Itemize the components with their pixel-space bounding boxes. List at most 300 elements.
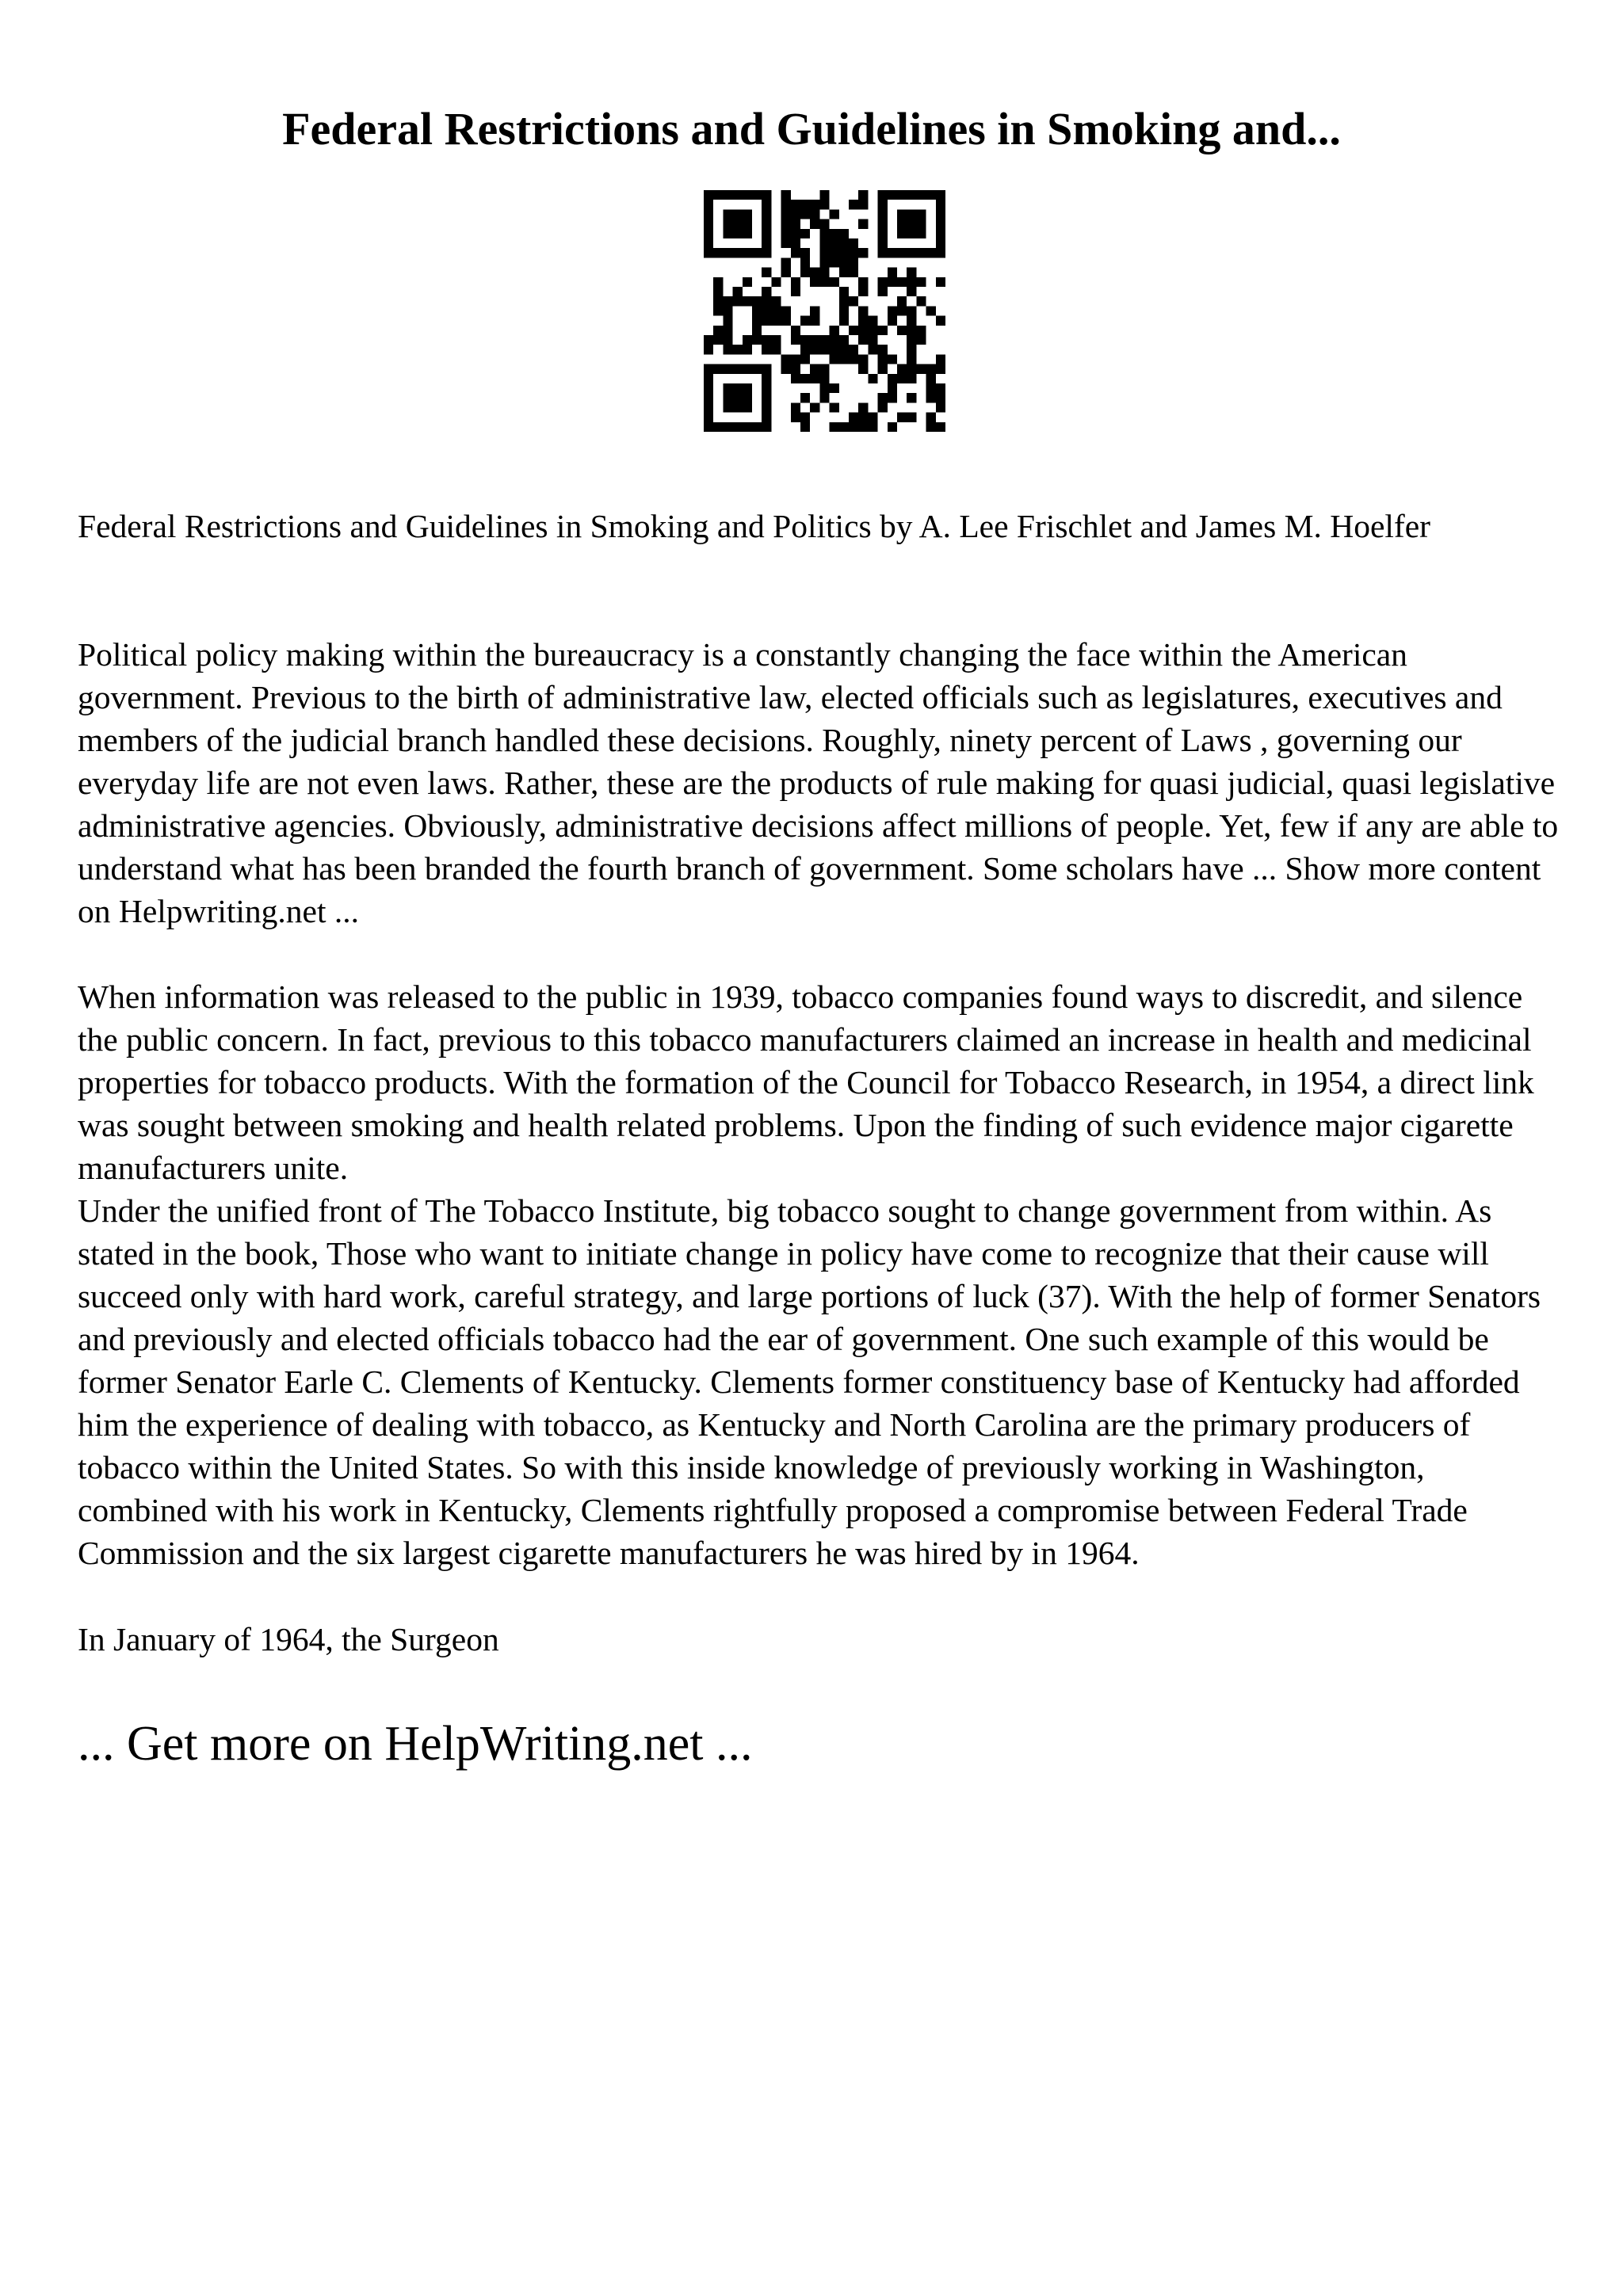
qr-module (936, 200, 945, 209)
qr-module (888, 374, 897, 383)
qr-module (926, 248, 936, 257)
qr-module (762, 190, 771, 200)
qr-module (858, 287, 868, 296)
qr-module (733, 287, 743, 296)
qr-module (897, 306, 907, 315)
paragraph-1: Political policy making within the bureaucracy is a constantly changing the face within the American government. Previous to the birth of administrative law, elected officials such as legislatures, executives and members of the judicial branch handled these decisions. Roughly, ninety percent of Laws , governing our everyday life are not even laws. Rather, these are the products of rule making for quasi judicial, quasi legislative administrative agencies. Obviously, administrative decisions affect millions of people. Yet, few if any are able to understand what has been branded the fourth branch of government. Some scholars have ... Show more content on Helpwriting.net ... (78, 636, 1559, 929)
qr-module (839, 316, 849, 326)
qr-module (878, 219, 888, 229)
qr-module (897, 219, 907, 229)
qr-module (849, 354, 858, 364)
qr-module (916, 248, 926, 257)
qr-module (897, 326, 907, 335)
qr-module (916, 277, 926, 287)
qr-module (878, 277, 888, 287)
qr-module (916, 296, 926, 306)
qr-module (936, 190, 945, 200)
qr-module (830, 402, 839, 412)
qr-module (916, 335, 926, 345)
qr-module (723, 345, 732, 354)
qr-module (752, 422, 762, 432)
qr-module (733, 190, 743, 200)
qr-module (936, 383, 945, 393)
qr-module (819, 229, 829, 238)
qr-module (800, 422, 810, 432)
qr-module (810, 200, 819, 209)
qr-module (791, 229, 800, 238)
qr-module (936, 209, 945, 219)
qr-module (762, 402, 771, 412)
qr-module (781, 229, 791, 238)
qr-code-icon (704, 190, 945, 432)
qr-module (868, 335, 877, 345)
qr-module (733, 345, 743, 354)
qr-module (752, 335, 762, 345)
qr-module (868, 316, 877, 326)
qr-module (723, 296, 732, 306)
qr-module (926, 374, 936, 383)
qr-module (916, 364, 926, 374)
qr-module (791, 277, 800, 287)
qr-module (858, 219, 868, 229)
qr-module (907, 345, 916, 354)
qr-module (819, 393, 829, 402)
qr-module (810, 345, 819, 354)
qr-module (849, 345, 858, 354)
qr-module (762, 335, 771, 345)
qr-module (733, 364, 743, 374)
qr-module (810, 268, 819, 277)
qr-module (723, 209, 732, 219)
qr-module (743, 219, 752, 229)
qr-module (839, 296, 849, 306)
qr-module (723, 306, 732, 315)
qr-module (907, 393, 916, 402)
qr-module (810, 306, 819, 315)
qr-module (752, 296, 762, 306)
qr-module (839, 238, 849, 248)
qr-module (907, 277, 916, 287)
qr-module (878, 326, 888, 335)
qr-module (713, 287, 723, 296)
qr-module (819, 345, 829, 354)
qr-module (704, 248, 713, 257)
qr-module (733, 422, 743, 432)
qr-module (800, 248, 810, 257)
qr-module (713, 422, 723, 432)
qr-module (762, 248, 771, 257)
qr-module (849, 200, 858, 209)
qr-module (762, 364, 771, 374)
qr-module (704, 374, 713, 383)
qr-module (743, 364, 752, 374)
qr-module (713, 296, 723, 306)
get-more-link[interactable]: ... Get more on HelpWriting.net ... (78, 1717, 753, 1771)
qr-module (830, 277, 839, 287)
qr-module (800, 229, 810, 238)
qr-module (781, 190, 791, 200)
qr-module (762, 383, 771, 393)
qr-module (936, 229, 945, 238)
qr-module (810, 209, 819, 219)
qr-module (733, 209, 743, 219)
qr-module (733, 296, 743, 306)
qr-module (907, 413, 916, 422)
qr-module (868, 422, 877, 432)
qr-module (713, 326, 723, 335)
qr-module (858, 200, 868, 209)
qr-module (830, 422, 839, 432)
qr-module (819, 238, 829, 248)
qr-module (762, 200, 771, 209)
qr-module (791, 413, 800, 422)
qr-module (791, 219, 800, 229)
qr-module (752, 316, 762, 326)
qr-module (858, 364, 868, 374)
qr-module (819, 200, 829, 209)
qr-module (781, 354, 791, 364)
qr-module (791, 364, 800, 374)
qr-module (762, 229, 771, 238)
qr-module (771, 277, 781, 287)
qr-module (830, 354, 839, 364)
qr-module (743, 209, 752, 219)
qr-module (800, 200, 810, 209)
qr-module (897, 248, 907, 257)
qr-module (878, 345, 888, 354)
qr-module (897, 190, 907, 200)
qr-module (723, 190, 732, 200)
qr-module (936, 354, 945, 364)
qr-module (743, 296, 752, 306)
qr-module (858, 277, 868, 287)
qr-module (771, 316, 781, 326)
qr-module (723, 219, 732, 229)
qr-module (800, 257, 810, 267)
qr-module (878, 364, 888, 374)
qr-module (868, 374, 877, 383)
qr-module (849, 248, 858, 257)
qr-module (916, 190, 926, 200)
qr-module (926, 306, 936, 315)
qr-module (800, 209, 810, 219)
qr-module (704, 229, 713, 238)
qr-module (907, 229, 916, 238)
document-title: Federal Restrictions and Guidelines in Smoking and... (282, 103, 1341, 154)
qr-module (752, 326, 762, 335)
qr-module (830, 326, 839, 335)
qr-module (781, 219, 791, 229)
qr-module (936, 238, 945, 248)
qr-module (791, 248, 800, 257)
qr-module (762, 422, 771, 432)
qr-module (800, 393, 810, 402)
qr-module (791, 238, 800, 248)
qr-module (723, 335, 732, 345)
qr-module (800, 374, 810, 383)
qr-module (800, 345, 810, 354)
qr-module (907, 209, 916, 219)
qr-module (849, 296, 858, 306)
document-byline: Federal Restrictions and Guidelines in Smoking and Politics by A. Lee Frischlet and James M. Hoelfer (78, 508, 1430, 544)
qr-module (743, 277, 752, 287)
qr-module (733, 219, 743, 229)
qr-module (762, 316, 771, 326)
qr-module (713, 306, 723, 315)
qr-module (723, 402, 732, 412)
qr-module (878, 354, 888, 364)
qr-module (897, 296, 907, 306)
qr-module (839, 335, 849, 345)
qr-module (907, 306, 916, 315)
qr-module (810, 277, 819, 287)
qr-module (800, 354, 810, 364)
qr-module (752, 306, 762, 315)
paragraph-2: When information was released to the public in 1939, tobacco companies found ways to discredit, and silence the public concern. In fact, previous to this tobacco manufacturers claimed an increase in health and medicinal properties for tobacco products. With the formation of the Council for Tobacco Research, in 1954, a direct link was sought between smoking and health related problems. Upon the finding of such evidence major cigarette manufacturers unite. (78, 978, 1534, 1186)
qr-module (743, 248, 752, 257)
qr-module (926, 190, 936, 200)
qr-module (810, 364, 819, 374)
qr-module (781, 306, 791, 315)
qr-module (723, 393, 732, 402)
qr-module (762, 393, 771, 402)
qr-module (723, 422, 732, 432)
qr-module (743, 345, 752, 354)
qr-module (926, 413, 936, 422)
qr-module (839, 229, 849, 238)
qr-module (858, 335, 868, 345)
qr-module (907, 354, 916, 364)
qr-module (733, 383, 743, 393)
qr-module (907, 335, 916, 345)
qr-module (810, 374, 819, 383)
qr-module (849, 422, 858, 432)
qr-module (733, 393, 743, 402)
qr-module (858, 190, 868, 200)
qr-module (907, 190, 916, 200)
qr-module (781, 238, 791, 248)
qr-module (839, 345, 849, 354)
qr-module (897, 364, 907, 374)
qr-module (916, 326, 926, 335)
qr-module (830, 229, 839, 238)
paragraph-4: In January of 1964, the Surgeon (78, 1621, 499, 1657)
qr-module (800, 268, 810, 277)
qr-module (704, 413, 713, 422)
qr-module (858, 306, 868, 315)
qr-module (810, 316, 819, 326)
qr-module (704, 383, 713, 393)
qr-module (907, 374, 916, 383)
qr-module (819, 277, 829, 287)
qr-module (819, 364, 829, 374)
qr-module (830, 383, 839, 393)
qr-module (771, 335, 781, 345)
qr-module (878, 402, 888, 412)
qr-module (791, 209, 800, 219)
qr-module (704, 190, 713, 200)
qr-module (878, 238, 888, 248)
qr-module (819, 335, 829, 345)
qr-module (830, 257, 839, 267)
qr-module (819, 268, 829, 277)
qr-module (907, 287, 916, 296)
qr-module (752, 248, 762, 257)
qr-module (713, 277, 723, 287)
qr-module (713, 364, 723, 374)
qr-module (819, 190, 829, 200)
qr-module (723, 383, 732, 393)
qr-module (781, 316, 791, 326)
qr-module (916, 219, 926, 229)
qr-module (704, 219, 713, 229)
qr-module (743, 190, 752, 200)
qr-module (839, 248, 849, 257)
qr-module (791, 287, 800, 296)
qr-module (916, 209, 926, 219)
qr-module (733, 229, 743, 238)
qr-module (713, 190, 723, 200)
qr-module (819, 374, 829, 383)
qr-module (858, 316, 868, 326)
qr-module (830, 209, 839, 219)
qr-module (839, 257, 849, 267)
qr-module (849, 257, 858, 267)
qr-module (888, 190, 897, 200)
qr-module (888, 383, 897, 393)
qr-module (849, 413, 858, 422)
qr-module (704, 422, 713, 432)
qr-module (800, 335, 810, 345)
qr-module (762, 209, 771, 219)
qr-module (888, 316, 897, 326)
qr-module (888, 306, 897, 315)
qr-module (878, 287, 888, 296)
qr-module (762, 296, 771, 306)
qr-module (781, 268, 791, 277)
qr-module (858, 422, 868, 432)
qr-module (897, 277, 907, 287)
qr-module (723, 316, 732, 326)
qr-module (868, 413, 877, 422)
qr-module (704, 238, 713, 248)
qr-module (888, 268, 897, 277)
qr-module (791, 335, 800, 345)
qr-module (743, 335, 752, 345)
qr-module (819, 219, 829, 229)
qr-module (830, 248, 839, 257)
qr-module (936, 248, 945, 257)
paragraph-3: Under the unified front of The Tobacco Institute, big tobacco sought to change government from within. As stated in the book, Those who want to initiate change in policy have come to recognize that their cause will succeed only with hard work, careful strategy, and large portions of luck (37). With the help of former Senators and previously and elected officials tobacco had the ear of government. One such example of this would be former Senator Earle C. Clements of Kentucky. Clements former constituency base of Kentucky had afforded him the experience of dealing with tobacco, as Kentucky and North Carolina are the primary producers of tobacco within the United States. So with this inside knowledge of previously working in Washington, combined with his work in Kentucky, Clements rightfully proposed a compromise between Federal Trade Commission and the six largest cigarette manufacturers he was hired by in 1964. (78, 1192, 1541, 1571)
qr-module (810, 402, 819, 412)
qr-module (839, 268, 849, 277)
qr-module (743, 229, 752, 238)
qr-module (743, 383, 752, 393)
qr-module (713, 335, 723, 345)
qr-module (762, 219, 771, 229)
qr-module (810, 219, 819, 229)
qr-module (936, 277, 945, 287)
qr-module (762, 287, 771, 296)
qr-module (907, 248, 916, 257)
qr-module (791, 326, 800, 335)
qr-module (819, 248, 829, 257)
qr-module (907, 268, 916, 277)
qr-module (849, 268, 858, 277)
qr-module (907, 326, 916, 335)
qr-module (897, 374, 907, 383)
qr-module (752, 364, 762, 374)
qr-module (800, 413, 810, 422)
qr-module (762, 413, 771, 422)
qr-module (704, 335, 713, 345)
qr-module (704, 209, 713, 219)
qr-module (888, 248, 897, 257)
qr-module (868, 326, 877, 335)
qr-module (781, 364, 791, 374)
qr-module (723, 248, 732, 257)
qr-module (771, 306, 781, 315)
qr-module (858, 326, 868, 335)
qr-module (723, 364, 732, 374)
qr-module (888, 354, 897, 364)
qr-module (936, 364, 945, 374)
qr-module (830, 345, 839, 354)
qr-module (733, 402, 743, 412)
qr-module (723, 229, 732, 238)
qr-module (752, 190, 762, 200)
qr-module (830, 335, 839, 345)
qr-module (868, 345, 877, 354)
qr-module (733, 248, 743, 257)
qr-module (791, 374, 800, 383)
qr-module (926, 422, 936, 432)
qr-module (936, 316, 945, 326)
qr-module (791, 354, 800, 364)
qr-module (762, 268, 771, 277)
qr-module (743, 402, 752, 412)
qr-module (878, 229, 888, 238)
qr-module (878, 200, 888, 209)
qr-module (723, 326, 732, 335)
qr-module (830, 238, 839, 248)
qr-module (839, 422, 849, 432)
qr-module (878, 248, 888, 257)
qr-module (926, 383, 936, 393)
qr-module (926, 393, 936, 402)
qr-module (888, 422, 897, 432)
qr-module (878, 190, 888, 200)
qr-module (907, 316, 916, 326)
qr-module (704, 402, 713, 412)
qr-module (771, 296, 781, 306)
qr-module (907, 364, 916, 374)
qr-module (781, 200, 791, 209)
qr-module (781, 257, 791, 267)
qr-module (819, 257, 829, 267)
qr-module (858, 402, 868, 412)
qr-module (791, 402, 800, 412)
qr-module (858, 248, 868, 257)
qr-module (704, 345, 713, 354)
qr-module (839, 354, 849, 364)
qr-module (897, 209, 907, 219)
qr-module (743, 393, 752, 402)
qr-module (762, 374, 771, 383)
qr-module (858, 413, 868, 422)
qr-module (810, 335, 819, 345)
qr-module (771, 345, 781, 354)
